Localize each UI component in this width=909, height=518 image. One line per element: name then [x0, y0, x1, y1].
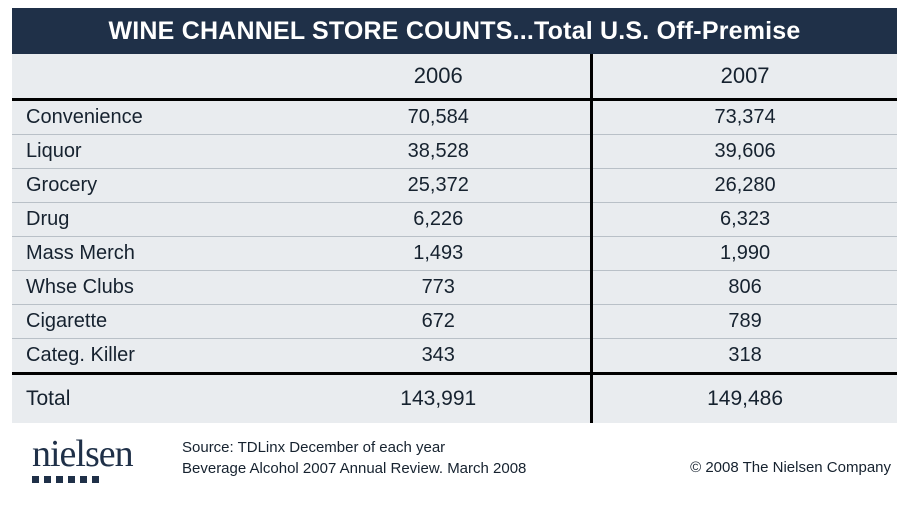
row-label: Cigarette: [12, 305, 286, 339]
row-label: Convenience: [12, 100, 286, 135]
row-value-2007: 806: [592, 271, 897, 305]
row-label: Whse Clubs: [12, 271, 286, 305]
column-header-blank: [12, 54, 286, 100]
page-title: WINE CHANNEL STORE COUNTS...Total U.S. Off-Premise: [12, 8, 897, 54]
column-header-2006: 2006: [286, 54, 591, 100]
table-row: [12, 135, 897, 169]
row-value-2006: 1,493: [286, 237, 591, 271]
table-header-row: [12, 54, 897, 100]
row-label: Liquor: [12, 135, 286, 169]
column-header-2007: 2007: [592, 54, 897, 100]
row-value-2006: 70,584: [286, 100, 591, 135]
row-value-2007: 73,374: [592, 100, 897, 135]
nielsen-logo-text: nielsen: [32, 433, 133, 475]
row-label: Categ. Killer: [12, 339, 286, 374]
nielsen-logo: [32, 435, 152, 483]
row-value-2007: 1,990: [592, 237, 897, 271]
row-value-2006: 38,528: [286, 135, 591, 169]
source-line-2: Beverage Alcohol 2007 Annual Review. March 2008: [182, 460, 527, 477]
row-value-2006: 343: [286, 339, 591, 374]
total-label: Total: [12, 374, 286, 424]
row-value-2006: 773: [286, 271, 591, 305]
source-line-1: Source: TDLinx December of each year: [182, 439, 446, 456]
row-value-2007: 26,280: [592, 169, 897, 203]
store-counts-table: [12, 54, 897, 423]
total-value-2007: 149,486: [592, 374, 897, 424]
row-value-2007: 39,606: [592, 135, 897, 169]
table-row: [12, 271, 897, 305]
footer: [12, 433, 897, 495]
table-row: [12, 339, 897, 374]
row-value-2007: 789: [592, 305, 897, 339]
source-note: [182, 437, 526, 479]
row-label: Mass Merch: [12, 237, 286, 271]
row-value-2006: 25,372: [286, 169, 591, 203]
row-value-2007: 6,323: [592, 203, 897, 237]
row-value-2006: 6,226: [286, 203, 591, 237]
row-value-2006: 672: [286, 305, 591, 339]
table-row: [12, 237, 897, 271]
copyright-note: © 2008 The Nielsen Company: [690, 459, 891, 476]
row-label: Grocery: [12, 169, 286, 203]
row-value-2007: 318: [592, 339, 897, 374]
table-row: [12, 305, 897, 339]
nielsen-logo-dots: [32, 476, 152, 483]
table-row: [12, 203, 897, 237]
row-label: Drug: [12, 203, 286, 237]
table-row: [12, 100, 897, 135]
table-row: [12, 169, 897, 203]
table-total-row: [12, 374, 897, 424]
total-value-2006: 143,991: [286, 374, 591, 424]
